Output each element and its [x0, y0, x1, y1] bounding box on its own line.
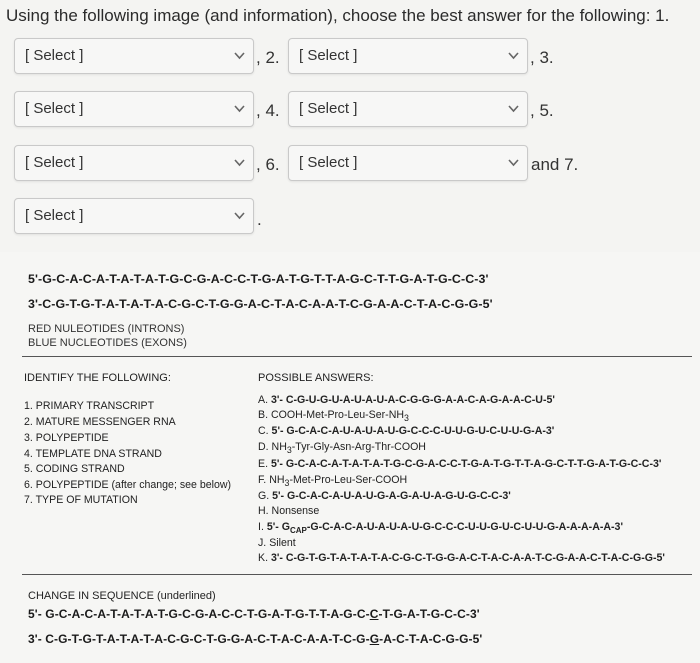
answer-text: 3'- C-G-U-G-U-A-U-A-U-A-C-G-G-G-A-A-C-A-G-A-A-C-U-5': [270, 394, 555, 406]
separator-7: and 7.: [531, 155, 579, 174]
answer-k: [258, 552, 665, 564]
identify-item: 1. PRIMARY TRANSCRIPT: [24, 400, 155, 412]
identify-item: 3. POLYPEPTIDE: [24, 432, 109, 444]
answers-header: POSSIBLE ANSWERS:: [258, 372, 374, 384]
chevron-down-icon: [508, 51, 519, 60]
answer-text: 3'- C-G-T-G-T-A-T-A-T-A-C-G-C-T-G-G-A-C-T-A-C-A-A-T-C-G-A-A-C-T-A-C-G-G-5': [270, 552, 665, 564]
chevron-down-icon: [508, 104, 519, 113]
answer-text: -G-C-A-C-A-U-A-U-A-U-G-C-C-C-U-U-G-U-C-U-U-G-A-A-A-A-A-3': [306, 521, 623, 533]
answer-f: [258, 474, 407, 488]
question-text: Using the following image (and information), choose the best answer for the following: 1.: [6, 6, 670, 25]
answer-letter: E.: [258, 458, 269, 470]
legend-introns: RED NULEOTIDES (INTRONS): [28, 323, 185, 335]
answer-subscript: 3: [404, 413, 409, 424]
separator-5: , 5.: [530, 101, 554, 120]
chevron-down-icon: [234, 104, 245, 113]
answer-letter: K.: [258, 552, 269, 564]
seq-part: -A-C-T-A-C-G-G-5': [379, 632, 483, 646]
answer-prefix: NH: [269, 474, 285, 486]
divider: [22, 574, 692, 575]
answer-text: 5'- G-C-A-C-A-U-A-U-G-A-G-A-U-A-G-U-G-C-C-3': [272, 490, 511, 502]
answer-prefix: 5'- G: [266, 521, 290, 533]
answer-c: [258, 425, 554, 437]
answer-letter: I.: [258, 521, 264, 533]
answer-2-dropdown[interactable]: [288, 38, 528, 74]
answer-b: [258, 409, 409, 423]
answer-letter: F.: [258, 474, 267, 486]
answer-letter: J.: [258, 537, 267, 549]
mutated-base: G: [369, 632, 380, 646]
chevron-down-icon: [234, 211, 245, 220]
seq-part: -T-G-A-T-G-C-C-3': [378, 607, 480, 621]
answer-text: -Tyr-Gly-Asn-Arg-Thr-COOH: [291, 441, 426, 453]
answer-text: Nonsense: [271, 505, 320, 517]
answer-text: 5'- G-C-A-C-A-T-A-T-A-T-G-C-G-A-C-C-T-G-A-T-G-T-T-A-G-C-T-T-G-A-T-G-C-C-3': [270, 458, 662, 470]
dropdown-value: [ Select ]: [299, 47, 358, 64]
answer-g: [258, 490, 511, 502]
changed-sequence-3-prime: [28, 632, 482, 646]
seq-part: 3'- C-G-T-G-T-A-T-A-T-A-C-G-C-T-G-G-A-C-T-A-C-A-A-T-C-G-: [28, 632, 370, 646]
answer-letter: D.: [258, 441, 269, 453]
answer-letter: B.: [258, 409, 269, 421]
answer-text: COOH-Met-Pro-Leu-Ser-NH: [270, 409, 404, 421]
seq-part: 5'- G-C-A-C-A-T-A-T-A-T-G-C-G-A-C-C-T-G-A-T-G-T-T-A-G-C-: [28, 607, 370, 621]
answer-j: [258, 537, 296, 549]
separator-2: , 2.: [256, 48, 280, 67]
answer-h: [258, 505, 319, 517]
sequence-5-prime: 5'-G-C-A-C-A-T-A-T-A-T-G-C-G-A-C-C-T-G-A-T-G-T-T-A-G-C-T-T-G-A-T-G-C-C-3': [28, 272, 489, 286]
identify-item: 4. TEMPLATE DNA STRAND: [24, 448, 162, 460]
dropdown-value: [ Select ]: [299, 154, 358, 171]
question-image: [0, 252, 700, 663]
divider: [22, 356, 692, 357]
answer-5-dropdown[interactable]: [14, 145, 254, 181]
dropdown-value: [ Select ]: [299, 100, 358, 117]
dropdown-value: [ Select ]: [25, 100, 84, 117]
answer-letter: G.: [258, 490, 270, 502]
identify-item: 7. TYPE OF MUTATION: [24, 494, 138, 506]
answer-subscript: 3: [286, 445, 292, 456]
separator-end: .: [257, 210, 262, 229]
answer-letter: C.: [258, 425, 269, 437]
answer-prefix: NH: [271, 441, 287, 453]
chevron-down-icon: [234, 158, 245, 167]
answer-6-dropdown[interactable]: [288, 145, 528, 181]
dropdown-value: [ Select ]: [25, 207, 84, 224]
chevron-down-icon: [508, 158, 519, 167]
identify-item: 6. POLYPEPTIDE (after change; see below): [24, 479, 232, 491]
change-header: CHANGE IN SEQUENCE (underlined): [28, 590, 216, 602]
mutated-base: C: [369, 607, 379, 621]
chevron-down-icon: [234, 51, 245, 60]
answer-4-dropdown[interactable]: [288, 91, 528, 127]
answer-e: [258, 458, 661, 470]
answer-a: [258, 394, 555, 406]
changed-sequence-5-prime: [28, 607, 480, 621]
answer-text: -Met-Pro-Leu-Ser-COOH: [289, 474, 408, 486]
answer-7-dropdown[interactable]: [14, 198, 254, 234]
dropdown-value: [ Select ]: [25, 154, 84, 171]
answer-3-dropdown[interactable]: [14, 91, 254, 127]
answer-subscript: 3: [284, 478, 290, 489]
separator-3: , 3.: [530, 48, 554, 67]
separator-4: , 4.: [256, 101, 280, 120]
identify-item: 5. CODING STRAND: [24, 463, 125, 475]
identify-header: IDENTIFY THE FOLLOWING:: [24, 372, 171, 384]
answer-text: Silent: [269, 537, 296, 549]
dropdown-value: [ Select ]: [25, 47, 84, 64]
answer-i: [258, 521, 623, 535]
answer-1-dropdown[interactable]: [14, 38, 254, 74]
legend-exons: BLUE NUCLEOTIDES (EXONS): [28, 337, 187, 349]
identify-item: 2. MATURE MESSENGER RNA: [24, 416, 176, 428]
sequence-3-prime: 3'-C-G-T-G-T-A-T-A-T-A-C-G-C-T-G-G-A-C-T-A-C-A-A-T-C-G-A-A-C-T-A-C-G-G-5': [28, 297, 493, 311]
answer-letter: A.: [258, 394, 269, 406]
answer-letter: H.: [258, 505, 269, 517]
separator-6: , 6.: [256, 155, 280, 174]
answer-subscript: CAP: [289, 526, 307, 536]
answer-text: 5'- G-C-A-C-A-U-A-U-A-U-G-C-C-C-U-U-G-U-C-U-U-G-A-3': [271, 425, 555, 437]
answer-d: [258, 441, 426, 455]
